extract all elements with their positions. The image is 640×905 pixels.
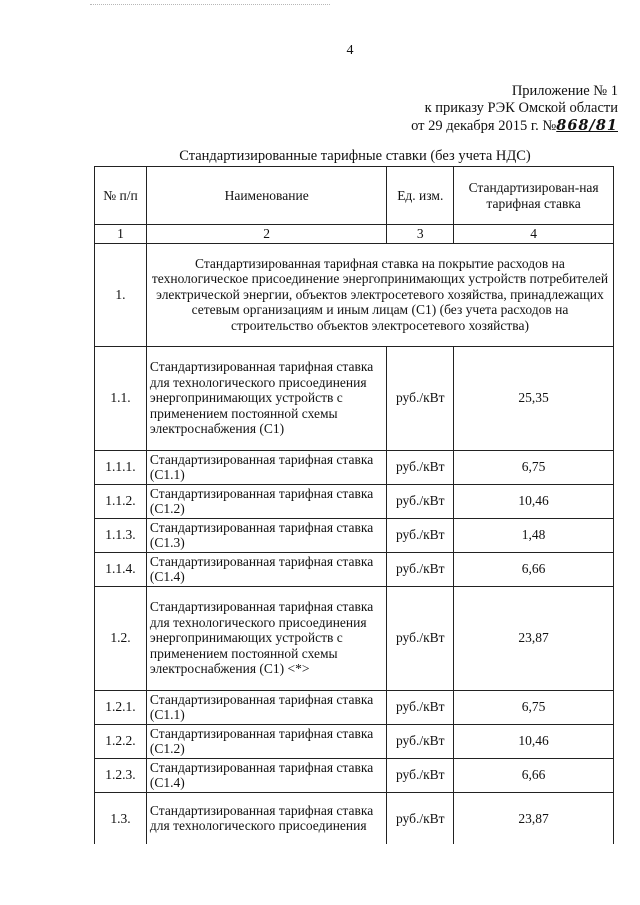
- row-unit: руб./кВт: [387, 450, 454, 484]
- row-unit: руб./кВт: [387, 758, 454, 792]
- row-unit: руб./кВт: [387, 724, 454, 758]
- order-reference: к приказу РЭК Омской области: [424, 100, 618, 116]
- row-name: Стандартизированная тарифная ставка (С1.1): [146, 690, 386, 724]
- row-unit: руб./кВт: [387, 552, 454, 586]
- column-header: Стандартизирован-ная тарифная ставка: [454, 167, 614, 225]
- row-name: Стандартизированная тарифная ставка (С1.3): [146, 518, 386, 552]
- row-value: 25,35: [454, 346, 614, 450]
- row-unit: руб./кВт: [387, 518, 454, 552]
- row-number: 1.1.1.: [95, 450, 147, 484]
- row-number: 1.2.1.: [95, 690, 147, 724]
- table-title: Стандартизированные тарифные ставки (без учета НДС): [179, 148, 531, 164]
- column-header: № п/п: [95, 167, 147, 225]
- row-name: Стандартизированная тарифная ставка для технологического присоединения энергопринимающих устройств с применением постоянной схемы электроснабжения (С1) <*>: [146, 586, 386, 690]
- column-header: Наименование: [146, 167, 386, 225]
- row-number: 1.1.4.: [95, 552, 147, 586]
- row-value: 6,66: [454, 758, 614, 792]
- table-header-row: [95, 167, 614, 225]
- row-value: 10,46: [454, 724, 614, 758]
- column-number: 3: [387, 225, 454, 244]
- row-value: 6,75: [454, 690, 614, 724]
- row-value: 6,66: [454, 552, 614, 586]
- table-row: [95, 484, 614, 518]
- row-number: 1.3.: [95, 792, 147, 844]
- table-row: [95, 518, 614, 552]
- tariff-table: [94, 166, 614, 844]
- row-value: 1,48: [454, 518, 614, 552]
- page-number: 4: [346, 43, 354, 58]
- row-unit: руб./кВт: [387, 346, 454, 450]
- row-name: Стандартизированная тарифная ставка для технологического присоединения энергопринимающих устройств с применением постоянной схемы электроснабжения (С1): [146, 346, 386, 450]
- table-row: [95, 346, 614, 450]
- table-row: [95, 792, 614, 844]
- row-unit: руб./кВт: [387, 690, 454, 724]
- order-date-line: [411, 117, 618, 135]
- table-row: [95, 552, 614, 586]
- scan-artifact: [90, 4, 330, 10]
- row-name: Стандартизированная тарифная ставка (С1.2): [146, 724, 386, 758]
- row-number: 1.2.3.: [95, 758, 147, 792]
- row-unit: руб./кВт: [387, 792, 454, 844]
- section-row: [95, 243, 614, 346]
- appendix-header: [411, 83, 618, 135]
- table-row: [95, 724, 614, 758]
- row-name: Стандартизированная тарифная ставка для технологического присоединения: [146, 792, 386, 844]
- table-row: [95, 586, 614, 690]
- table-row: [95, 690, 614, 724]
- row-number: 1.2.2.: [95, 724, 147, 758]
- column-number: 4: [454, 225, 614, 244]
- column-number-row: [95, 225, 614, 244]
- row-value: 10,46: [454, 484, 614, 518]
- row-number: 1.1.3.: [95, 518, 147, 552]
- row-name: Стандартизированная тарифная ставка (С1.4): [146, 758, 386, 792]
- table-row: [95, 758, 614, 792]
- row-number: 1.1.2.: [95, 484, 147, 518]
- section-text: Стандартизированная тарифная ставка на покрытие расходов на технологическое присоединение энергопринимающих устройств потребителей электрической энергии, объектов электросетевого хозяйства, принадлежащих сетевым организациям и иным лицам (С1) (без учета расходов на строительство объектов электросетевого хозяйства): [146, 243, 613, 346]
- row-unit: руб./кВт: [387, 484, 454, 518]
- row-number: 1.1.: [95, 346, 147, 450]
- order-number: 868/81: [556, 117, 618, 134]
- row-value: 6,75: [454, 450, 614, 484]
- row-value: 23,87: [454, 792, 614, 844]
- row-unit: руб./кВт: [387, 586, 454, 690]
- row-name: Стандартизированная тарифная ставка (С1.2): [146, 484, 386, 518]
- row-number: 1.2.: [95, 586, 147, 690]
- table-row: [95, 450, 614, 484]
- section-number: 1.: [95, 243, 147, 346]
- order-date: от 29 декабря 2015 г. №: [411, 118, 557, 134]
- row-name: Стандартизированная тарифная ставка (С1.4): [146, 552, 386, 586]
- appendix-title: Приложение № 1: [511, 83, 618, 99]
- column-number: 1: [95, 225, 147, 244]
- row-value: 23,87: [454, 586, 614, 690]
- column-number: 2: [146, 225, 386, 244]
- row-name: Стандартизированная тарифная ставка (С1.1): [146, 450, 386, 484]
- column-header: Ед. изм.: [387, 167, 454, 225]
